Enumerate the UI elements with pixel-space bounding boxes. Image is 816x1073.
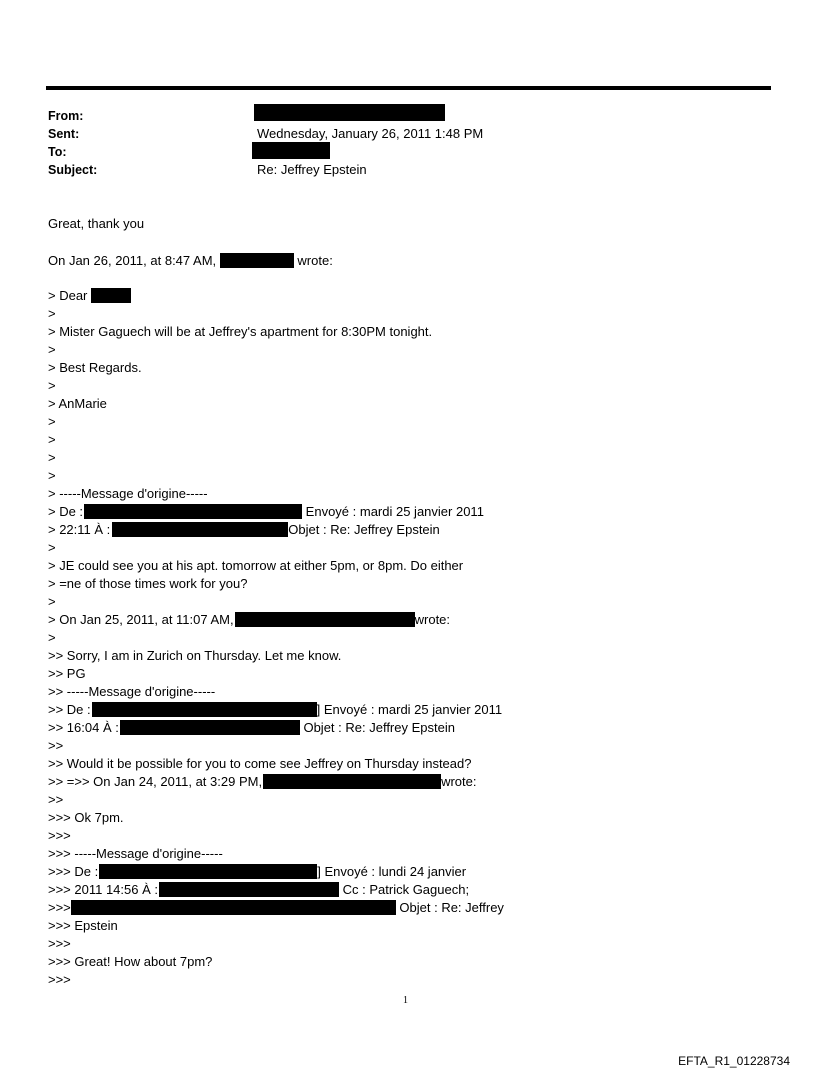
body-text: ] Envoyé : mardi 25 janvier 2011 bbox=[316, 702, 503, 717]
sent-value: Wednesday, January 26, 2011 1:48 PM bbox=[257, 126, 484, 141]
redaction bbox=[120, 720, 300, 735]
redaction bbox=[99, 864, 317, 879]
body-line: > bbox=[48, 450, 56, 465]
body-line: > =ne of those times work for you? bbox=[48, 576, 248, 591]
body-text: wrote: bbox=[414, 612, 451, 627]
to-label: To: bbox=[48, 145, 67, 159]
redaction bbox=[112, 522, 288, 537]
redaction bbox=[71, 900, 396, 915]
body-text: ] Envoyé : lundi 24 janvier bbox=[317, 864, 467, 879]
header-rule bbox=[46, 86, 771, 90]
body-line: >> bbox=[48, 738, 64, 753]
body-line: > bbox=[48, 414, 56, 429]
body-line: >>> Epstein bbox=[48, 918, 118, 933]
body-line: > bbox=[48, 594, 56, 609]
subject-label: Subject: bbox=[48, 163, 98, 177]
body-line: > bbox=[48, 468, 56, 483]
body-text: > On Jan 25, 2011, at 11:07 AM, bbox=[48, 612, 234, 627]
body-line: >>> -----Message d'origine----- bbox=[48, 846, 223, 861]
document-id: EFTA_R1_01228734 bbox=[678, 1054, 790, 1068]
body-line: >>> Great! How about 7pm? bbox=[48, 954, 213, 969]
body-line: > bbox=[48, 342, 56, 357]
body-line bbox=[48, 611, 450, 629]
body-text: >> =>> On Jan 24, 2011, at 3:29 PM, bbox=[48, 774, 263, 789]
body-line: >>> Ok 7pm. bbox=[48, 810, 124, 825]
from-label: From: bbox=[48, 109, 84, 123]
body-line: >>> bbox=[48, 828, 71, 843]
body-text: >>> bbox=[48, 900, 71, 915]
body-text: Objet : Re: Jeffrey bbox=[399, 900, 504, 915]
body-line: > bbox=[48, 540, 56, 555]
redaction bbox=[263, 774, 441, 789]
body-text: > Dear bbox=[48, 288, 88, 303]
redaction bbox=[84, 504, 302, 519]
body-line bbox=[48, 287, 131, 305]
body-text: Objet : Re: Jeffrey Epstein bbox=[303, 720, 455, 735]
page-number: 1 bbox=[403, 995, 408, 1006]
body-text: > 22:11 À : bbox=[48, 522, 111, 537]
body-text: >>> 2011 14:56 À : bbox=[48, 882, 158, 897]
body-line: > JE could see you at his apt. tomorrow at either 5pm, or 8pm. Do either bbox=[48, 558, 464, 573]
body-line bbox=[48, 881, 469, 899]
body-line bbox=[48, 773, 476, 791]
body-line: > -----Message d'origine----- bbox=[48, 486, 208, 501]
body-text: Envoyé : mardi 25 janvier 2011 bbox=[305, 504, 484, 519]
body-line bbox=[48, 863, 466, 881]
body-text: > De : bbox=[48, 504, 84, 519]
redaction bbox=[235, 612, 415, 627]
body-line: >> -----Message d'origine----- bbox=[48, 684, 216, 699]
sent-label: Sent: bbox=[48, 127, 80, 141]
body-text: wrote: bbox=[297, 253, 333, 268]
body-line: >> bbox=[48, 792, 64, 807]
redaction bbox=[220, 253, 294, 268]
redaction bbox=[91, 288, 131, 303]
body-line: >> Would it be possible for you to come see Jeffrey on Thursday instead? bbox=[48, 756, 472, 771]
body-line: >>> bbox=[48, 972, 71, 987]
body-line: Great, thank you bbox=[48, 216, 145, 231]
body-line: > bbox=[48, 306, 56, 321]
subject-value: Re: Jeffrey Epstein bbox=[257, 162, 367, 177]
body-line: > bbox=[48, 378, 56, 393]
body-line: > Mister Gaguech will be at Jeffrey's apartment for 8:30PM tonight. bbox=[48, 324, 433, 339]
redaction bbox=[159, 882, 339, 897]
from-redaction bbox=[254, 104, 445, 121]
body-text: Objet : Re: Jeffrey Epstein bbox=[288, 522, 440, 537]
redaction bbox=[92, 702, 317, 717]
body-line: > AnMarie bbox=[48, 396, 107, 411]
body-text: >> De : bbox=[48, 702, 91, 717]
body-text: >>> De : bbox=[48, 864, 99, 879]
body-line bbox=[48, 701, 502, 719]
to-redaction bbox=[252, 142, 330, 159]
body-line: >> Sorry, I am in Zurich on Thursday. Let me know. bbox=[48, 648, 342, 663]
body-text: wrote: bbox=[441, 774, 477, 789]
body-line bbox=[48, 503, 484, 521]
body-line: > bbox=[48, 630, 56, 645]
body-line bbox=[48, 719, 455, 737]
body-line: >> PG bbox=[48, 666, 86, 681]
body-line: > Best Regards. bbox=[48, 360, 142, 375]
body-line bbox=[48, 252, 333, 270]
body-text: Cc : Patrick Gaguech; bbox=[342, 882, 470, 897]
body-text: On Jan 26, 2011, at 8:47 AM, bbox=[48, 253, 217, 268]
body-line bbox=[48, 899, 504, 917]
body-text: >> 16:04 À : bbox=[48, 720, 119, 735]
body-line: > bbox=[48, 432, 56, 447]
body-line: >>> bbox=[48, 936, 71, 951]
body-line bbox=[48, 521, 440, 539]
